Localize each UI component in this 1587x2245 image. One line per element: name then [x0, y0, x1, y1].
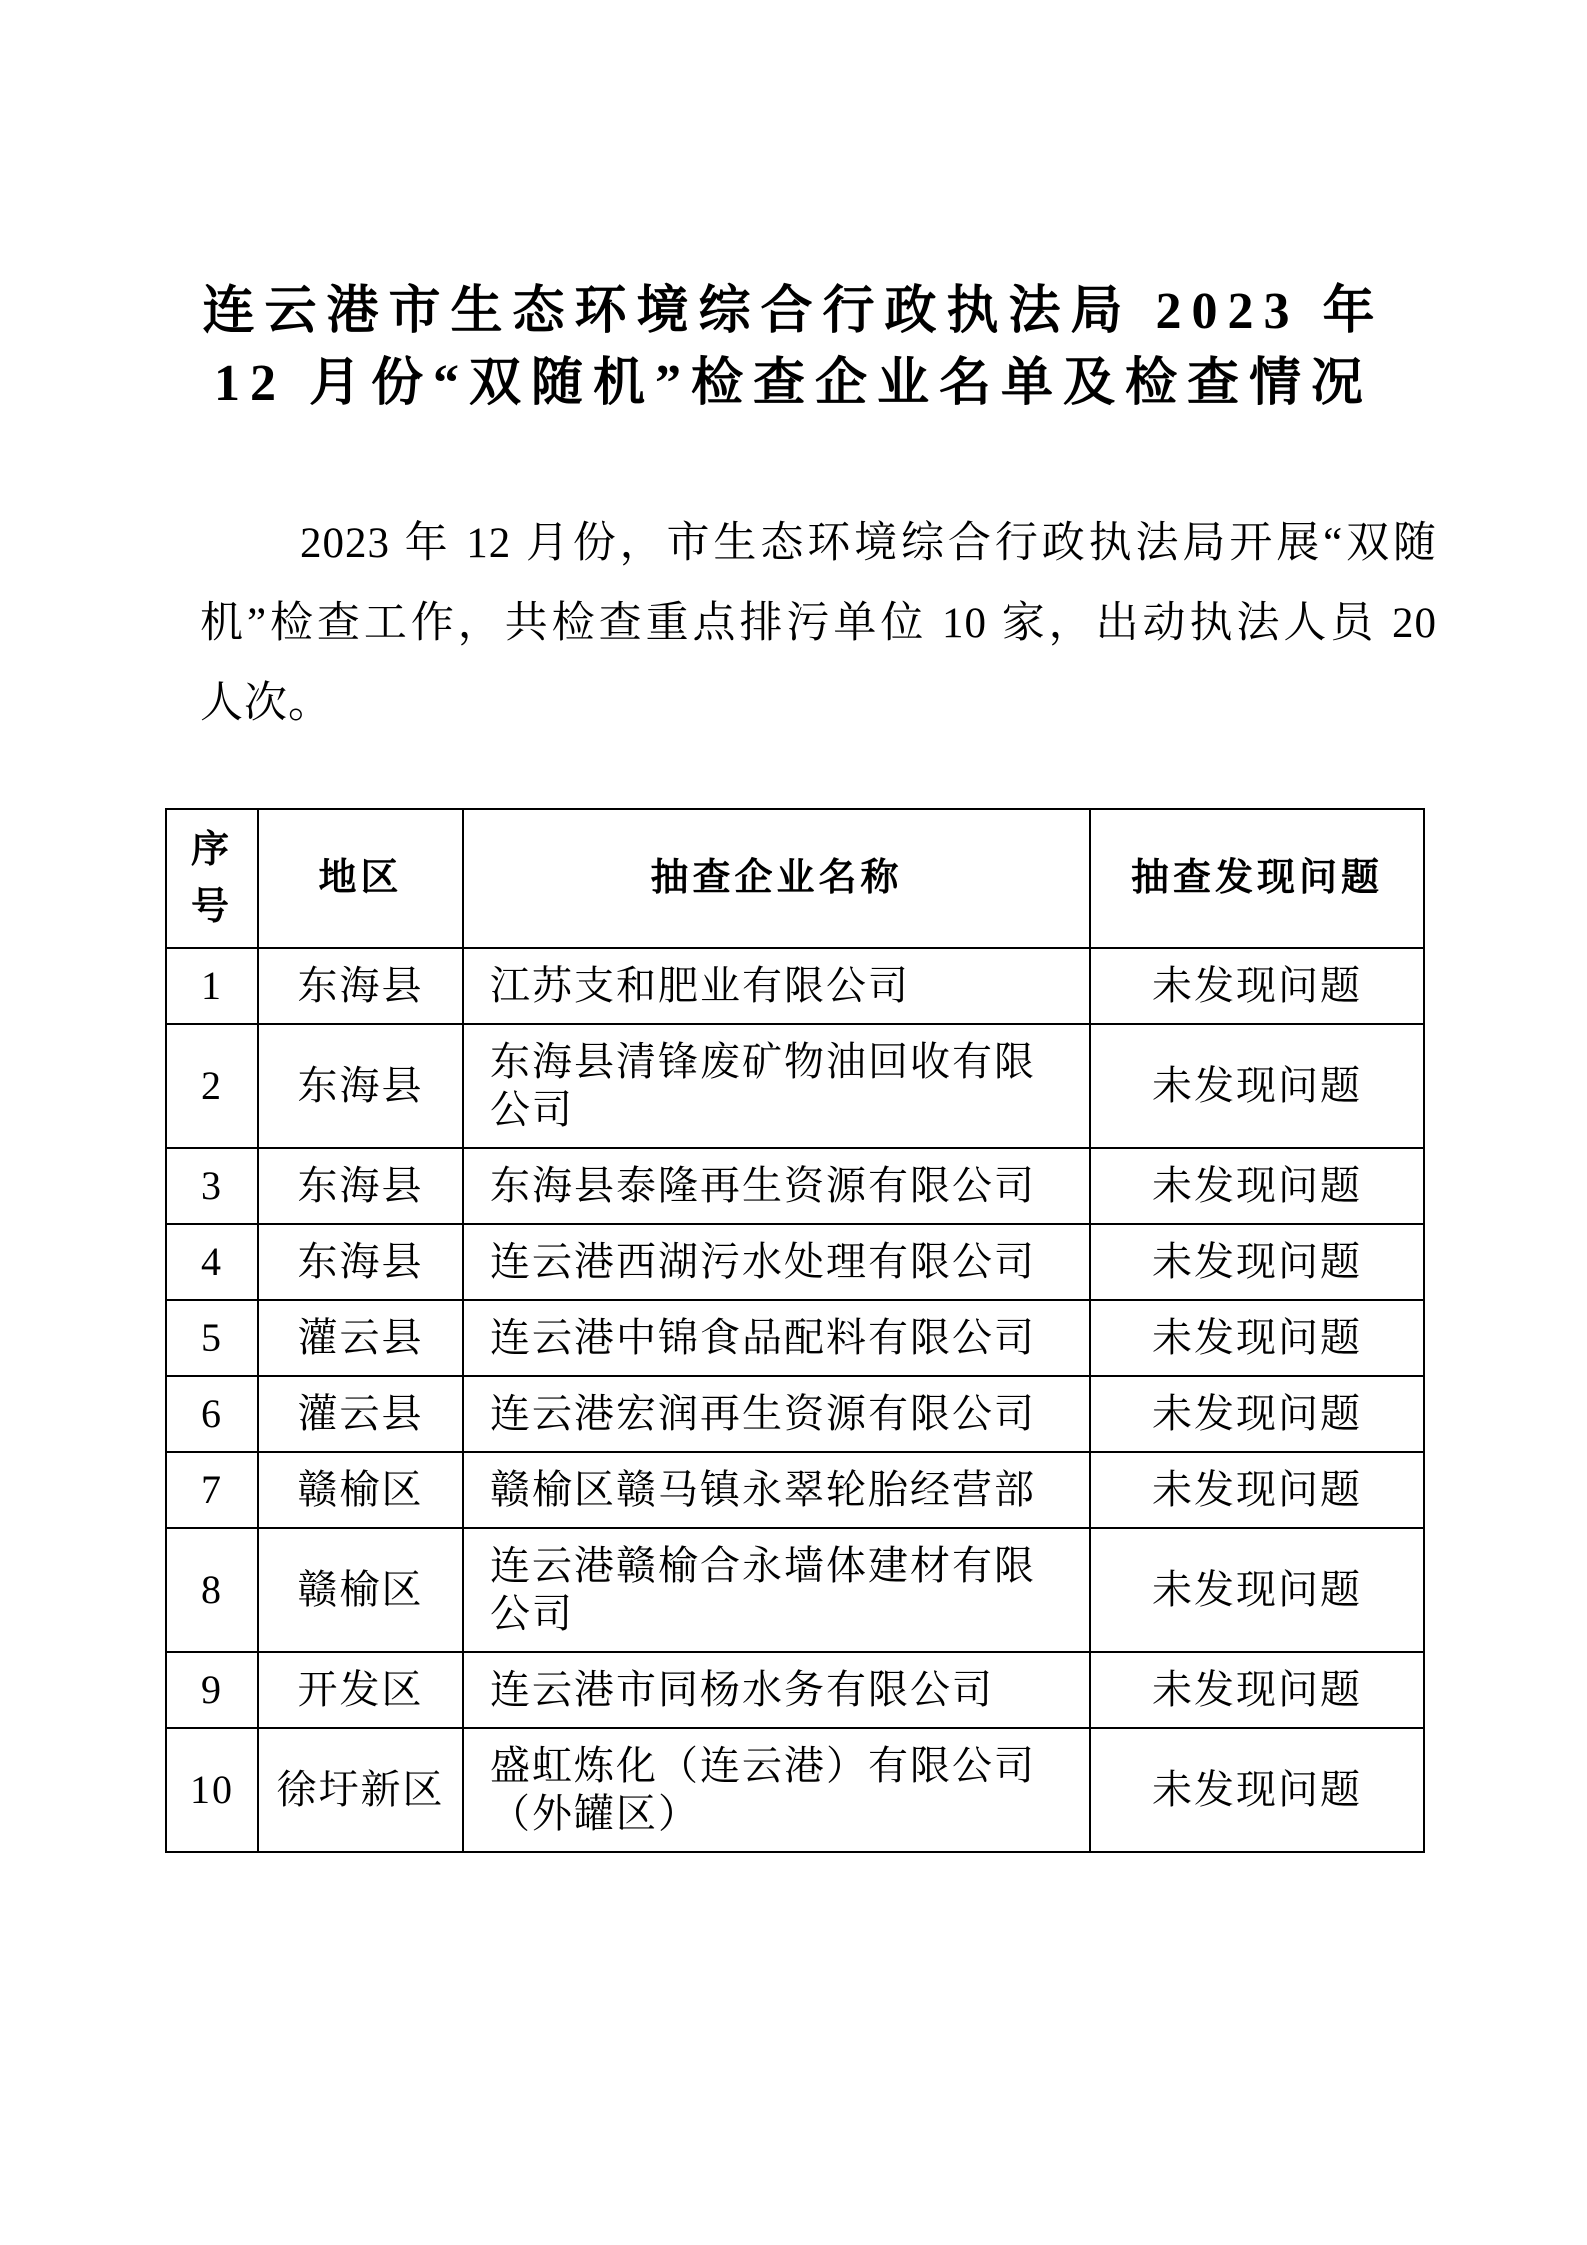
cell-result: 未发现问题	[1090, 1728, 1424, 1852]
cell-result: 未发现问题	[1090, 1300, 1424, 1376]
intro-line-1: 2023 年 12 月份，市生态环境综合行政执法局开展“双随	[300, 520, 1437, 567]
inspection-table-body	[166, 948, 1424, 1852]
intro-paragraph	[200, 504, 1437, 744]
cell-result: 未发现问题	[1090, 948, 1424, 1024]
inspection-table	[165, 808, 1425, 1853]
cell-company: 盛虹炼化（连云港）有限公司（外罐区）	[463, 1728, 1090, 1852]
cell-result: 未发现问题	[1090, 1452, 1424, 1528]
cell-company: 江苏支和肥业有限公司	[463, 948, 1090, 1024]
cell-no: 5	[166, 1300, 258, 1376]
cell-result: 未发现问题	[1090, 1024, 1424, 1148]
cell-company: 东海县泰隆再生资源有限公司	[463, 1148, 1090, 1224]
cell-region: 灌云县	[258, 1300, 463, 1376]
intro-line-3: 人次。	[200, 680, 332, 727]
cell-company: 连云港中锦食品配料有限公司	[463, 1300, 1090, 1376]
cell-region: 开发区	[258, 1652, 463, 1728]
table-row	[166, 1224, 1424, 1300]
cell-no: 3	[166, 1148, 258, 1224]
cell-result: 未发现问题	[1090, 1652, 1424, 1728]
cell-company: 赣榆区赣马镇永翠轮胎经营部	[463, 1452, 1090, 1528]
cell-company: 东海县清锋废矿物油回收有限公司	[463, 1024, 1090, 1148]
table-row	[166, 1376, 1424, 1452]
table-row	[166, 1728, 1424, 1852]
cell-region: 东海县	[258, 1148, 463, 1224]
column-header-region: 地区	[258, 809, 463, 948]
cell-result: 未发现问题	[1090, 1224, 1424, 1300]
cell-region: 灌云县	[258, 1376, 463, 1452]
column-header-no: 序号	[166, 809, 258, 948]
cell-no: 4	[166, 1224, 258, 1300]
table-row	[166, 948, 1424, 1024]
cell-region: 赣榆区	[258, 1528, 463, 1652]
cell-no: 9	[166, 1652, 258, 1728]
cell-company: 连云港宏润再生资源有限公司	[463, 1376, 1090, 1452]
cell-result: 未发现问题	[1090, 1376, 1424, 1452]
inspection-table-header-row	[166, 809, 1424, 948]
cell-company: 连云港西湖污水处理有限公司	[463, 1224, 1090, 1300]
document-title-line-1: 连云港市生态环境综合行政执法局 2023 年	[202, 283, 1385, 340]
cell-no: 2	[166, 1024, 258, 1148]
cell-region: 东海县	[258, 948, 463, 1024]
cell-region: 东海县	[258, 1024, 463, 1148]
table-row	[166, 1452, 1424, 1528]
cell-result: 未发现问题	[1090, 1148, 1424, 1224]
table-row	[166, 1148, 1424, 1224]
cell-no: 7	[166, 1452, 258, 1528]
cell-region: 赣榆区	[258, 1452, 463, 1528]
cell-result: 未发现问题	[1090, 1528, 1424, 1652]
table-row	[166, 1024, 1424, 1148]
cell-no: 8	[166, 1528, 258, 1652]
column-header-result: 抽查发现问题	[1090, 809, 1424, 948]
cell-company: 连云港市同杨水务有限公司	[463, 1652, 1090, 1728]
document-title-line-2: 12 月份“双随机”检查企业名单及检查情况	[213, 355, 1373, 412]
table-row	[166, 1300, 1424, 1376]
cell-no: 1	[166, 948, 258, 1024]
table-row	[166, 1652, 1424, 1728]
cell-no: 10	[166, 1728, 258, 1852]
cell-no: 6	[166, 1376, 258, 1452]
cell-company: 连云港赣榆合永墙体建材有限公司	[463, 1528, 1090, 1652]
document-title	[150, 276, 1437, 420]
intro-line-2: 机”检查工作，共检查重点排污单位 10 家，出动执法人员 20	[200, 600, 1437, 647]
cell-region: 徐圩新区	[258, 1728, 463, 1852]
table-row	[166, 1528, 1424, 1652]
cell-region: 东海县	[258, 1224, 463, 1300]
column-header-company: 抽查企业名称	[463, 809, 1090, 948]
